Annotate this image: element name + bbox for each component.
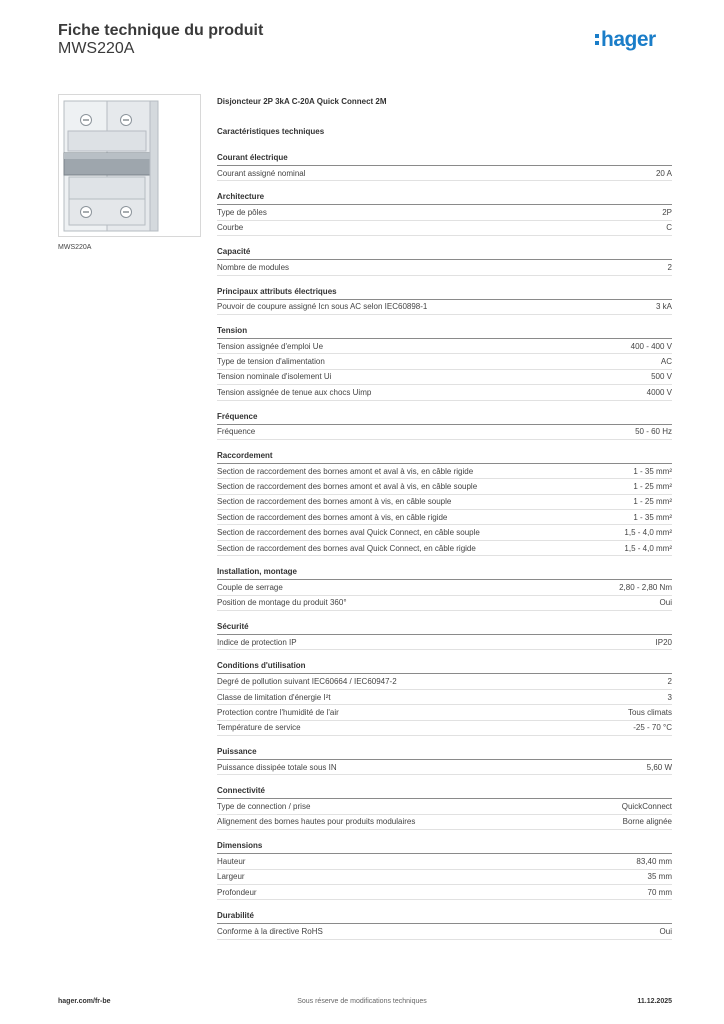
spec-value: 3 kA — [655, 302, 672, 312]
spec-row — [217, 260, 672, 275]
section-title: Connectivité — [217, 785, 672, 799]
spec-value: Oui — [659, 598, 672, 608]
spec-row — [217, 385, 672, 400]
spec-label: Type de pôles — [217, 208, 267, 218]
spec-label: Courbe — [217, 223, 244, 233]
spec-value: 500 V — [651, 372, 672, 382]
spec-value: 1 - 25 mm² — [633, 497, 672, 507]
section-title: Durabilité — [217, 910, 672, 924]
spec-label: Fréquence — [217, 427, 256, 437]
section-title: Sécurité — [217, 621, 672, 635]
footer-notice: Sous réserve de modifications techniques — [297, 998, 427, 1005]
spec-label: Puissance dissipée totale sous IN — [217, 762, 337, 772]
spec-sections — [217, 152, 672, 940]
spec-row — [217, 705, 672, 720]
photo-caption: MWS220A — [58, 244, 92, 251]
logo-dot-top — [595, 34, 599, 38]
spec-section — [217, 152, 672, 181]
spec-value: AC — [660, 357, 672, 367]
spec-value: Tous climats — [627, 707, 672, 717]
spec-value: QuickConnect — [621, 802, 672, 812]
circuit-breaker-illustration — [59, 95, 200, 236]
spec-label: Tension assignée d'emploi Ue — [217, 341, 324, 351]
spec-label: Couple de serrage — [217, 582, 283, 592]
product-name: Disjoncteur 2P 3kA C-20A Quick Connect 2M — [217, 97, 387, 106]
spec-label: Section de raccordement des bornes amont à vis, en câble rigide — [217, 512, 448, 522]
spec-section — [217, 746, 672, 775]
spec-label: Indice de protection IP — [217, 637, 297, 647]
product-reference: MWS220A — [58, 40, 135, 57]
spec-row — [217, 339, 672, 354]
spec-row — [217, 464, 672, 479]
spec-row — [217, 221, 672, 236]
spec-label: Tension assignée de tenue aux chocs Uimp — [217, 387, 372, 397]
spec-label: Hauteur — [217, 856, 246, 866]
logo-text: hager — [601, 28, 656, 51]
spec-label: Classe de limitation d'énergie I²t — [217, 692, 331, 702]
spec-value: 1 - 35 mm² — [633, 466, 672, 476]
spec-row — [217, 425, 672, 440]
section-title: Conditions d'utilisation — [217, 660, 672, 674]
spec-value: 1,5 - 4,0 mm² — [624, 528, 672, 538]
spec-label: Type de connection / prise — [217, 802, 311, 812]
spec-section — [217, 840, 672, 900]
hager-logo — [594, 25, 674, 55]
spec-label: Section de raccordement des bornes amont et aval à vis, en câble souple — [217, 481, 478, 491]
spec-value: 2,80 - 2,80 Nm — [619, 582, 672, 592]
section-title: Principaux attributs électriques — [217, 286, 672, 300]
spec-content — [217, 96, 672, 950]
spec-row — [217, 870, 672, 885]
spec-row — [217, 370, 672, 385]
spec-row — [217, 510, 672, 525]
spec-row — [217, 635, 672, 650]
spec-value: 35 mm — [647, 872, 672, 882]
spec-value: 400 - 400 V — [630, 341, 672, 351]
spec-value: Borne alignée — [622, 817, 672, 827]
spec-label: Section de raccordement des bornes amont à vis, en câble souple — [217, 497, 452, 507]
spec-row — [217, 674, 672, 689]
spec-label: Profondeur — [217, 887, 257, 897]
spec-row — [217, 525, 672, 540]
spec-label: Section de raccordement des bornes aval Quick Connect, en câble souple — [217, 528, 480, 538]
spec-section — [217, 325, 672, 401]
section-title: Courant électrique — [217, 152, 672, 166]
section-title: Installation, montage — [217, 566, 672, 580]
spec-row — [217, 479, 672, 494]
spec-row — [217, 354, 672, 369]
product-photo — [58, 94, 201, 237]
spec-label: Courant assigné nominal — [217, 168, 306, 178]
spec-row — [217, 690, 672, 705]
section-title: Puissance — [217, 746, 672, 760]
spec-label: Pouvoir de coupure assigné Icn sous AC selon IEC60898-1 — [217, 302, 428, 312]
spec-value: IP20 — [655, 637, 672, 647]
spec-row — [217, 596, 672, 611]
spec-row — [217, 300, 672, 315]
logo-dot-bottom — [595, 41, 599, 45]
spec-value: -25 - 70 °C — [633, 723, 672, 733]
spec-value: C — [666, 223, 672, 233]
spec-value: 3 — [667, 692, 672, 702]
spec-section — [217, 566, 672, 611]
spec-label: Degré de pollution suivant IEC60664 / IEC60947-2 — [217, 677, 397, 687]
spec-label: Section de raccordement des bornes aval Quick Connect, en câble rigide — [217, 543, 476, 553]
spec-label: Conforme à la directive RoHS — [217, 927, 323, 937]
footer-website: hager.com/fr-be — [58, 998, 111, 1005]
spec-label: Largeur — [217, 872, 245, 882]
section-title: Capacité — [217, 246, 672, 260]
spec-row — [217, 166, 672, 181]
spec-row — [217, 541, 672, 556]
spec-label: Température de service — [217, 723, 301, 733]
spec-value: 2 — [667, 677, 672, 687]
spec-label: Section de raccordement des bornes amont et aval à vis, en câble rigide — [217, 466, 474, 476]
spec-label: Type de tension d'alimentation — [217, 357, 325, 367]
spec-row — [217, 760, 672, 775]
spec-row — [217, 495, 672, 510]
spec-row — [217, 799, 672, 814]
spec-label: Protection contre l'humidité de l'air — [217, 707, 339, 717]
spec-label: Nombre de modules — [217, 262, 290, 272]
section-title: Dimensions — [217, 840, 672, 854]
spec-value: 70 mm — [647, 887, 672, 897]
spec-section — [217, 660, 672, 736]
spec-label: Alignement des bornes hautes pour produits modulaires — [217, 817, 416, 827]
spec-section — [217, 910, 672, 939]
spec-label: Position de montage du produit 360° — [217, 598, 347, 608]
spec-value: 1 - 35 mm² — [633, 512, 672, 522]
spec-section — [217, 191, 672, 236]
section-title: Raccordement — [217, 450, 672, 464]
spec-value: 83,40 mm — [636, 856, 672, 866]
spec-section — [217, 411, 672, 440]
spec-row — [217, 721, 672, 736]
spec-value: 50 - 60 Hz — [635, 427, 672, 437]
spec-value: 1 - 25 mm² — [633, 481, 672, 491]
spec-row — [217, 854, 672, 869]
spec-row — [217, 885, 672, 900]
section-title: Tension — [217, 325, 672, 339]
spec-value: 4000 V — [646, 387, 672, 397]
spec-label: Tension nominale d'isolement Ui — [217, 372, 332, 382]
spec-value: Oui — [659, 927, 672, 937]
footer-date: 11.12.2025 — [637, 998, 672, 1005]
spec-row — [217, 924, 672, 939]
spec-value: 1,5 - 4,0 mm² — [624, 543, 672, 553]
spec-row — [217, 815, 672, 830]
spec-section — [217, 246, 672, 275]
section-title: Fréquence — [217, 411, 672, 425]
spec-section — [217, 621, 672, 650]
spec-value: 2 — [667, 262, 672, 272]
spec-value: 5,60 W — [646, 762, 672, 772]
page-title: Fiche technique du produit — [58, 22, 264, 39]
spec-row — [217, 580, 672, 595]
section-title: Architecture — [217, 191, 672, 205]
spec-value: 2P — [662, 208, 672, 218]
spec-value: 20 A — [655, 168, 672, 178]
spec-section — [217, 785, 672, 830]
spec-title: Caractéristiques techniques — [217, 127, 325, 136]
spec-section — [217, 286, 672, 315]
spec-section — [217, 450, 672, 556]
spec-row — [217, 205, 672, 220]
